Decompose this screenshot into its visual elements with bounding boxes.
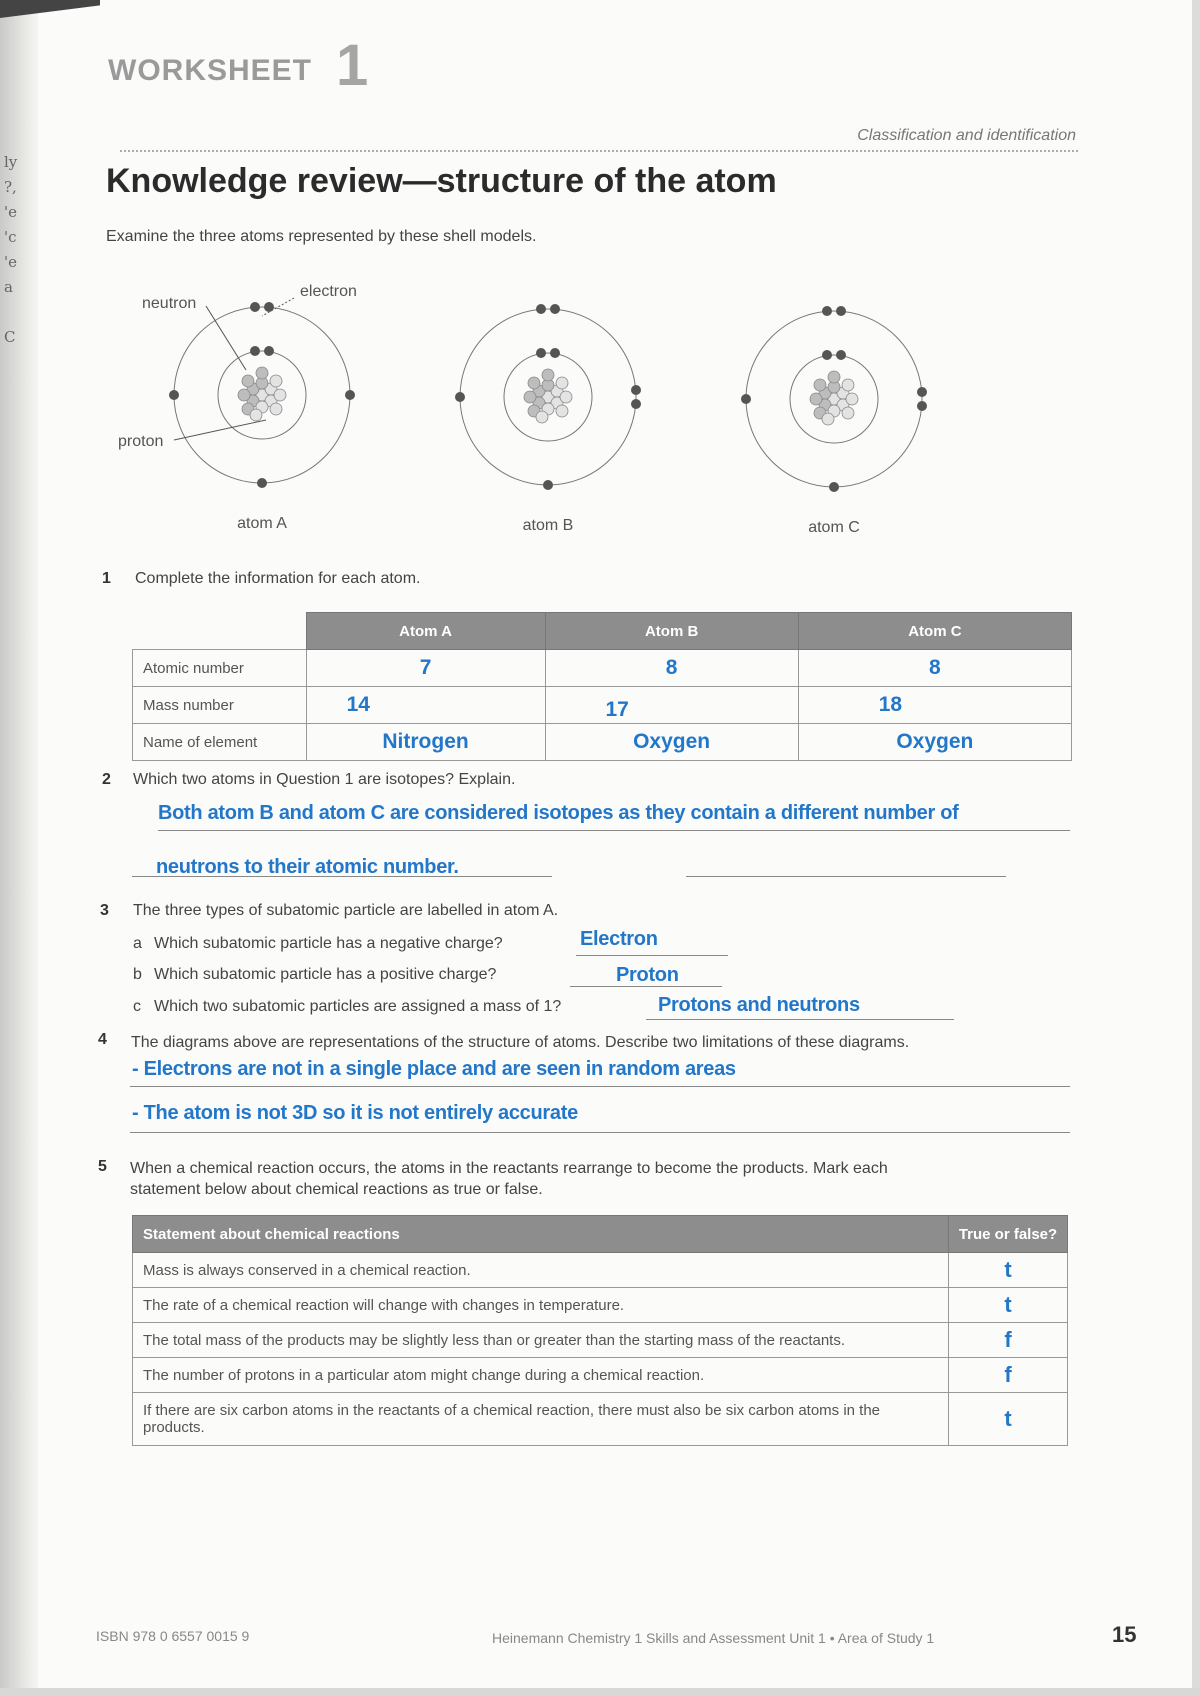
q3-number: 3 bbox=[100, 902, 109, 919]
caption-atom-c: atom C bbox=[808, 519, 860, 536]
answer-underline bbox=[646, 1019, 954, 1020]
tf-answer-cell: f bbox=[949, 1323, 1068, 1358]
atom-shell-diagrams bbox=[100, 270, 1080, 540]
answer-cell: Oxygen bbox=[545, 724, 798, 761]
page-right-edge bbox=[1192, 0, 1200, 1696]
margin-fragment: ly bbox=[4, 153, 18, 171]
electron bbox=[536, 348, 546, 358]
margin-fragment: ?, bbox=[4, 178, 17, 196]
footer-isbn: ISBN 978 0 6557 0015 9 bbox=[96, 1628, 250, 1644]
tf-answer-cell: t bbox=[949, 1393, 1068, 1446]
q4-answer-line2: - The atom is not 3D so it is not entirely accurate bbox=[132, 1102, 578, 1124]
nucleon bbox=[556, 377, 568, 389]
margin-fragment: 'c bbox=[4, 228, 17, 246]
table-row bbox=[133, 650, 1072, 687]
electron bbox=[550, 304, 560, 314]
electron bbox=[631, 385, 641, 395]
nucleon bbox=[270, 403, 282, 415]
nucleon bbox=[846, 393, 858, 405]
electron bbox=[631, 399, 641, 409]
nucleon bbox=[238, 389, 250, 401]
nucleon bbox=[828, 371, 840, 383]
q5-text-line1: When a chemical reaction occurs, the atoms in the reactants rearrange to become the products. Mark each bbox=[130, 1160, 888, 1177]
table-row bbox=[133, 724, 1072, 761]
answer-underline bbox=[130, 1086, 1070, 1087]
nucleon bbox=[250, 409, 262, 421]
table-row bbox=[133, 687, 1072, 724]
electron bbox=[345, 390, 355, 400]
header-true-false: True or false? bbox=[949, 1216, 1068, 1253]
header-atom-c: Atom C bbox=[798, 613, 1071, 650]
answer-underline bbox=[686, 876, 1006, 877]
electron bbox=[917, 387, 927, 397]
chemical-reactions-table bbox=[132, 1215, 1068, 1446]
answer-underline bbox=[130, 1132, 1070, 1133]
q5-text-line2: statement below about chemical reactions as true or false. bbox=[130, 1181, 543, 1198]
nucleon bbox=[274, 389, 286, 401]
q1-text: Complete the information for each atom. bbox=[135, 570, 421, 587]
worksheet-label: WORKSHEET bbox=[108, 54, 312, 87]
q3c-letter: c bbox=[133, 998, 141, 1015]
header-statement: Statement about chemical reactions bbox=[133, 1216, 949, 1253]
nucleon bbox=[822, 413, 834, 425]
table-header-row bbox=[133, 1216, 1068, 1253]
table-row bbox=[133, 1288, 1068, 1323]
answer-cell: 8 bbox=[798, 650, 1071, 687]
q3b-letter: b bbox=[133, 966, 142, 983]
answer-cell: Oxygen bbox=[798, 724, 1071, 761]
statement-cell: The total mass of the products may be slightly less than or greater than the starting mass of the reactants. bbox=[133, 1323, 949, 1358]
q3b-answer: Proton bbox=[616, 964, 679, 986]
tf-answer-cell: t bbox=[949, 1253, 1068, 1288]
q3c-text: Which two subatomic particles are assigned a mass of 1? bbox=[154, 998, 562, 1015]
nucleon bbox=[556, 405, 568, 417]
statement-cell: The number of protons in a particular atom might change during a chemical reaction. bbox=[133, 1358, 949, 1393]
nucleon bbox=[536, 411, 548, 423]
nucleon bbox=[814, 379, 826, 391]
nucleon bbox=[528, 377, 540, 389]
q2-text: Which two atoms in Question 1 are isotopes? Explain. bbox=[133, 771, 516, 788]
nucleon bbox=[842, 379, 854, 391]
nucleon bbox=[256, 367, 268, 379]
q2-answer-line1: Both atom B and atom C are considered isotopes as they contain a different number of bbox=[158, 802, 959, 824]
q4-text: The diagrams above are representations of the structure of atoms. Describe two limitations of these diagrams. bbox=[131, 1034, 910, 1051]
header-atom-a: Atom A bbox=[306, 613, 545, 650]
q3a-letter: a bbox=[133, 935, 142, 952]
nucleon bbox=[560, 391, 572, 403]
table-header-row bbox=[133, 613, 1072, 650]
q4-number: 4 bbox=[98, 1031, 107, 1048]
row-label: Atomic number bbox=[133, 650, 307, 687]
neutron-pointer bbox=[206, 306, 246, 370]
margin-fragment: 'e bbox=[4, 203, 18, 221]
nucleon bbox=[524, 391, 536, 403]
q1-number: 1 bbox=[102, 570, 111, 587]
electron bbox=[455, 392, 465, 402]
electron bbox=[250, 302, 260, 312]
electron bbox=[536, 304, 546, 314]
electron bbox=[822, 350, 832, 360]
atoms-group bbox=[169, 302, 927, 492]
electron bbox=[822, 306, 832, 316]
answer-cell: 14 bbox=[306, 687, 545, 724]
margin-fragment: C bbox=[4, 328, 16, 346]
electron bbox=[250, 346, 260, 356]
statement-cell: The rate of a chemical reaction will change with changes in temperature. bbox=[133, 1288, 949, 1323]
worksheet-number: 1 bbox=[336, 33, 369, 98]
electron bbox=[741, 394, 751, 404]
page-title: Knowledge review—structure of the atom bbox=[106, 162, 777, 200]
table-corner bbox=[133, 613, 307, 650]
q3b-text: Which subatomic particle has a positive charge? bbox=[154, 966, 497, 983]
margin-fragment bbox=[4, 300, 24, 325]
nucleon bbox=[842, 407, 854, 419]
q3a-text: Which subatomic particle has a negative charge? bbox=[154, 935, 503, 952]
margin-text-fragments bbox=[4, 150, 24, 350]
electron bbox=[836, 306, 846, 316]
q5-number: 5 bbox=[98, 1158, 107, 1175]
electron bbox=[169, 390, 179, 400]
row-label: Name of element bbox=[133, 724, 307, 761]
label-proton: proton bbox=[118, 433, 164, 450]
q3a-answer: Electron bbox=[580, 928, 658, 950]
q2-number: 2 bbox=[102, 771, 111, 788]
electron bbox=[829, 482, 839, 492]
table-row bbox=[133, 1358, 1068, 1393]
nucleon bbox=[242, 375, 254, 387]
answer-cell: 18 bbox=[798, 687, 1071, 724]
answer-underline bbox=[158, 830, 1070, 831]
label-neutron: neutron bbox=[142, 295, 197, 312]
answer-underline bbox=[132, 876, 552, 877]
nucleon bbox=[810, 393, 822, 405]
answer-cell: 17 bbox=[545, 687, 798, 724]
answer-cell: Nitrogen bbox=[306, 724, 545, 761]
electron bbox=[917, 401, 927, 411]
statement-cell: Mass is always conserved in a chemical reaction. bbox=[133, 1253, 949, 1288]
margin-fragment: a bbox=[4, 278, 13, 296]
answer-underline bbox=[570, 986, 722, 987]
table-row bbox=[133, 1323, 1068, 1358]
atom-info-table bbox=[132, 612, 1072, 761]
caption-atom-a: atom A bbox=[237, 515, 287, 532]
page-corner-shadow bbox=[0, 0, 100, 18]
answer-underline bbox=[576, 955, 728, 956]
q4-answer-line1: - Electrons are not in a single place and are seen in random areas bbox=[132, 1058, 736, 1080]
nucleon bbox=[270, 375, 282, 387]
proton-pointer bbox=[174, 420, 266, 440]
tf-answer-cell: f bbox=[949, 1358, 1068, 1393]
footer-book-info: Heinemann Chemistry 1 Skills and Assessment Unit 1 • Area of Study 1 bbox=[492, 1630, 935, 1646]
page-bottom-edge bbox=[0, 1688, 1200, 1696]
electron bbox=[264, 346, 274, 356]
q3c-answer: Protons and neutrons bbox=[658, 994, 860, 1016]
section-heading: Classification and identification bbox=[857, 127, 1076, 144]
page-number: 15 bbox=[1112, 1622, 1137, 1647]
tf-answer-cell: t bbox=[949, 1288, 1068, 1323]
caption-atom-b: atom B bbox=[522, 517, 574, 534]
intro-text: Examine the three atoms represented by these shell models. bbox=[106, 228, 537, 245]
electron bbox=[257, 478, 267, 488]
nucleon bbox=[542, 369, 554, 381]
table-row bbox=[133, 1253, 1068, 1288]
label-electron: electron bbox=[300, 283, 357, 300]
answer-cell: 8 bbox=[545, 650, 798, 687]
margin-fragment: 'e bbox=[4, 253, 18, 271]
statement-cell: If there are six carbon atoms in the reactants of a chemical reaction, there must also be six carbon atoms in the products. bbox=[133, 1393, 949, 1446]
electron bbox=[543, 480, 553, 490]
row-label: Mass number bbox=[133, 687, 307, 724]
header-atom-b: Atom B bbox=[545, 613, 798, 650]
dotted-divider bbox=[120, 150, 1078, 152]
q2-answer-line2: neutrons to their atomic number. bbox=[156, 856, 459, 878]
q3-text: The three types of subatomic particle are labelled in atom A. bbox=[133, 902, 559, 919]
table-row bbox=[133, 1393, 1068, 1446]
answer-cell: 7 bbox=[306, 650, 545, 687]
electron bbox=[550, 348, 560, 358]
electron bbox=[836, 350, 846, 360]
